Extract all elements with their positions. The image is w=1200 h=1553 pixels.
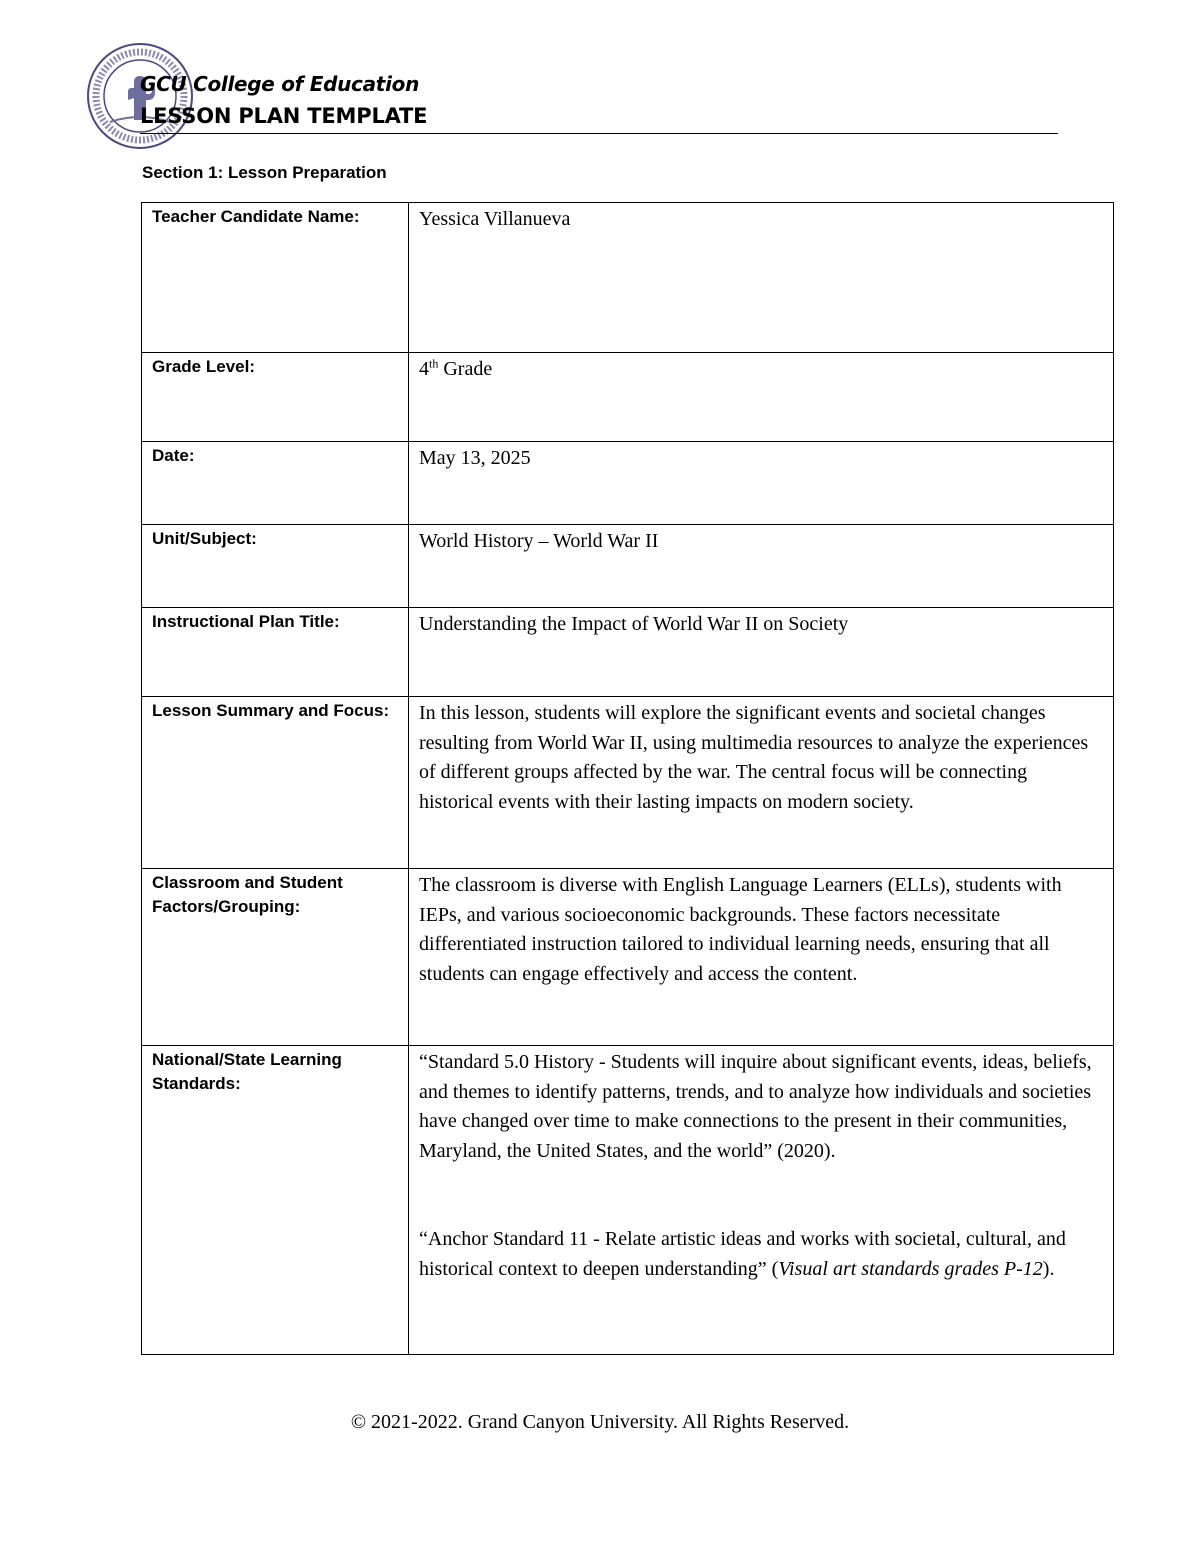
- value-instructional-plan-title: Understanding the Impact of World War II on Society: [409, 608, 1114, 697]
- standard-anchor-text: “Anchor Standard 11 - Relate artistic ideas and works with societal, cultural, and historical context to deepen understanding” (: [419, 1228, 1066, 1280]
- table-row-factors: [142, 869, 1114, 1046]
- value-unit-subject: World History – World War II: [409, 525, 1114, 608]
- college-name: GCU College of Education: [140, 72, 420, 96]
- table-row-teacher: [142, 203, 1114, 353]
- table-row-grade: [142, 353, 1114, 442]
- standard-history: “Standard 5.0 History - Students will inquire about significant events, ideas, beliefs, and themes to identify patterns, trends, and to analyze how individuals and societies have changed over time to make connections to the present in their communities, Maryland, the United States, and the world” (2020).: [419, 1051, 1092, 1162]
- grade-word: Grade: [438, 358, 493, 380]
- value-classroom-factors: The classroom is diverse with English Language Learners (ELLs), students with IEPs, and various socioeconomic backgrounds. These factors necessitate differentiated instruction tailored to individual learning needs, ensuring that all students can engage effectively and access the content.: [409, 869, 1114, 1046]
- grade-suffix: th: [429, 356, 439, 371]
- lesson-preparation-table: [141, 202, 1114, 1355]
- standard-anchor-end: ).: [1042, 1257, 1055, 1280]
- label-instructional-plan-title: Instructional Plan Title:: [142, 608, 409, 697]
- label-lesson-summary: Lesson Summary and Focus:: [142, 697, 409, 869]
- table-row-title: [142, 608, 1114, 697]
- value-date: May 13, 2025: [409, 442, 1114, 525]
- header-divider: [140, 133, 1058, 134]
- table-row-summary: [142, 697, 1114, 869]
- value-teacher-candidate-name: Yessica Villanueva: [409, 203, 1114, 353]
- section-title: Section 1: Lesson Preparation: [142, 163, 387, 182]
- value-learning-standards: [409, 1046, 1114, 1355]
- value-lesson-summary: In this lesson, students will explore the significant events and societal changes resulting from World War II, using multimedia resources to analyze the experiences of different groups affected by the war. The central focus will be connecting historical events with their lasting impacts on modern society.: [409, 697, 1114, 869]
- grade-number: 4: [419, 358, 429, 380]
- copyright-footer: © 2021-2022. Grand Canyon University. All Rights Reserved.: [350, 1411, 850, 1433]
- table-row-standards: [142, 1046, 1114, 1355]
- standard-anchor: [419, 1225, 1101, 1284]
- label-learning-standards: National/State Learning Standards:: [142, 1046, 409, 1355]
- label-grade-level: Grade Level:: [142, 353, 409, 442]
- document-title: LESSON PLAN TEMPLATE: [140, 104, 428, 128]
- label-date: Date:: [142, 442, 409, 525]
- table-row-date: [142, 442, 1114, 525]
- label-classroom-factors: Classroom and Student Factors/Grouping:: [142, 869, 409, 1046]
- standard-anchor-citation: Visual art standards grades P-12: [778, 1257, 1043, 1280]
- label-unit-subject: Unit/Subject:: [142, 525, 409, 608]
- label-teacher-candidate-name: Teacher Candidate Name:: [142, 203, 409, 353]
- paragraph-spacer: [419, 1166, 1101, 1225]
- value-grade-level: [409, 353, 1114, 442]
- table-row-unit: [142, 525, 1114, 608]
